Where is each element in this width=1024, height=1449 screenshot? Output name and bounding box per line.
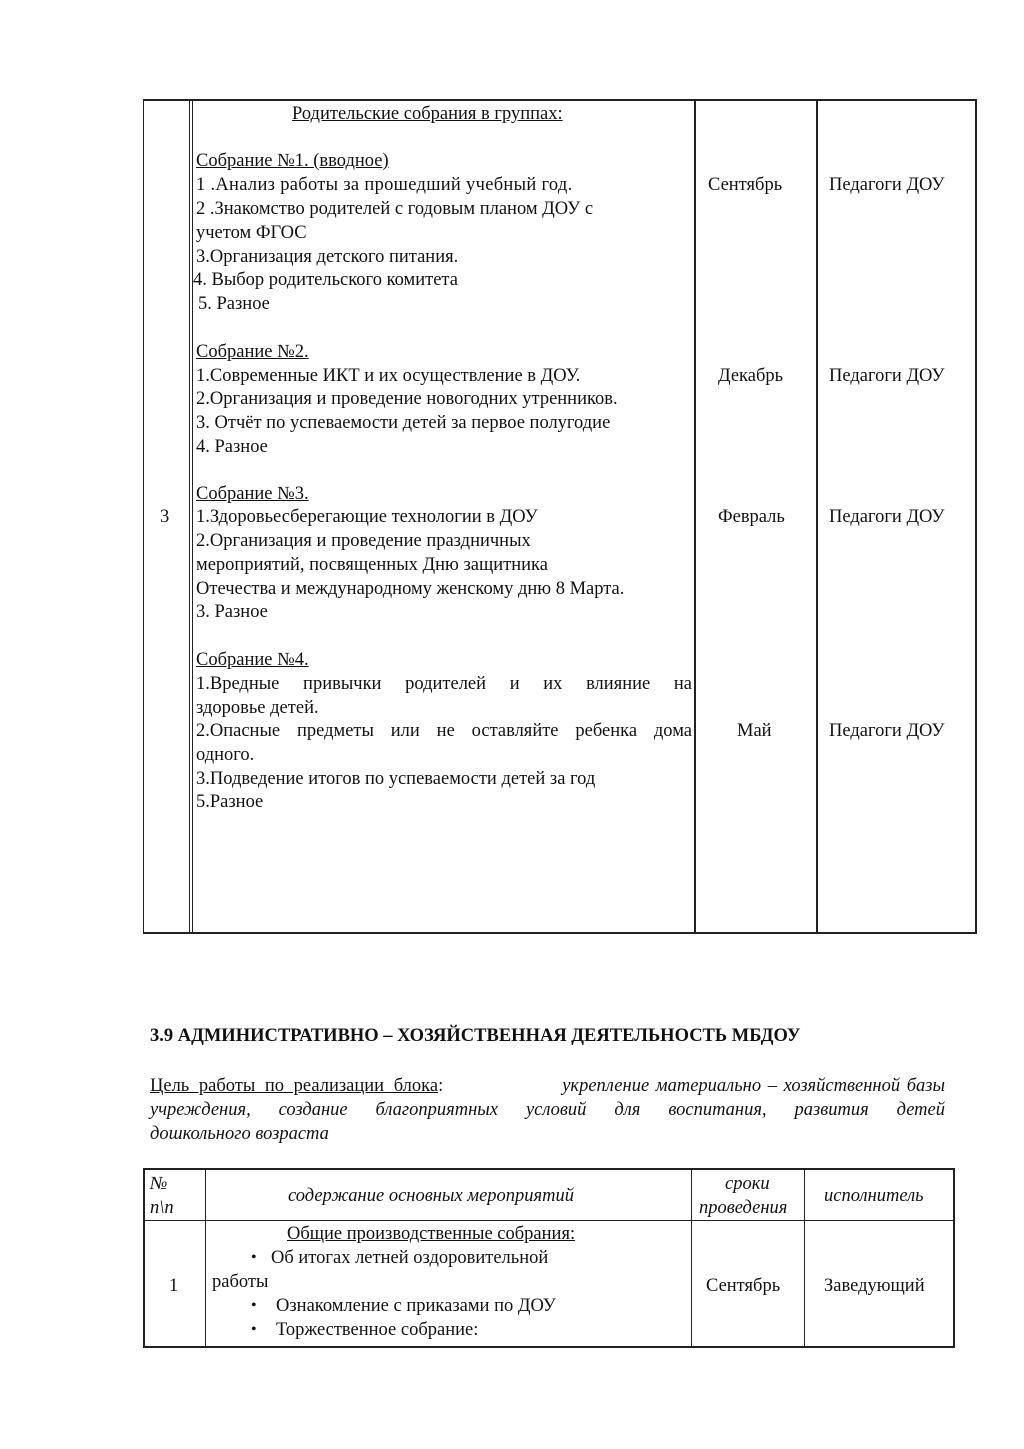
meeting4-line: 3.Подведение итогов по успеваемости детей за год (196, 769, 596, 789)
meeting4-date: Май (737, 721, 772, 741)
row1-item1: Об итогах летней оздоровительной (271, 1248, 549, 1268)
goal-colon: : (438, 1076, 444, 1096)
meeting2-responsible: Педагоги ДОУ (829, 366, 945, 386)
meeting4-responsible: Педагоги ДОУ (829, 721, 945, 741)
row1-title: Общие производственные собрания: (287, 1224, 576, 1244)
meeting1-line: 1 .Анализ работы за прошедший учебный год. (196, 175, 573, 195)
header-timing: сроки (725, 1174, 770, 1194)
meeting3-responsible: Педагоги ДОУ (829, 507, 945, 527)
table1-col3-border (816, 99, 818, 934)
bullet-icon: • (251, 1321, 257, 1338)
meeting1-line: учетом ФГОС (196, 223, 307, 243)
meeting4-line: здоровье детей. (196, 698, 319, 718)
bullet-icon: • (251, 1249, 257, 1266)
goal-first-line (150, 1074, 945, 1098)
meeting1-heading: Собрание №1. (вводное) (196, 151, 389, 171)
table1-right-border (975, 99, 977, 934)
table1-bottom-border (143, 932, 977, 934)
meeting1-line: 4. Выбор родительского комитета (193, 270, 458, 290)
table1-col1-border-b (192, 99, 193, 934)
meeting2-line: 4. Разное (196, 437, 268, 457)
header-content: содержание основных мероприятий (288, 1186, 575, 1206)
meeting3-heading: Собрание №3. (196, 484, 309, 504)
meeting4-line: одного. (196, 745, 255, 765)
table1-title: Родительские собрания в группах: (292, 104, 563, 124)
goal-text-line: учреждения, создание благоприятных условий для воспитания, развития детей (150, 1100, 945, 1120)
goal-text-line: дошкольного возраста (150, 1124, 329, 1144)
table2-header-border (143, 1220, 955, 1221)
meeting3-line: Отечества и международному женскому дню 8 Марта. (196, 579, 625, 599)
meeting3-line: 3. Разное (196, 602, 268, 622)
row1-number: 1 (169, 1276, 179, 1296)
meeting1-line: 2 .Знакомство родителей с годовым планом ДОУ с (196, 199, 594, 219)
table2-bottom-border (143, 1346, 955, 1348)
meeting1-line: 3.Организация детского питания. (196, 247, 459, 267)
header-timing: проведения (699, 1198, 788, 1218)
header-executor: исполнитель (824, 1186, 924, 1206)
table2-left-border (143, 1168, 145, 1348)
table2-col2-border (691, 1168, 692, 1348)
meeting4-line: 5.Разное (196, 792, 264, 812)
row1-date: Сентябрь (706, 1276, 781, 1296)
bullet-icon: • (251, 1297, 257, 1314)
meeting3-line: 2.Организация и проведение праздничных (196, 531, 531, 551)
row-number: 3 (160, 507, 170, 527)
goal-text-line: укрепление материально – хозяйственной базы (562, 1076, 945, 1096)
row1-item2: Ознакомление с приказами по ДОУ (276, 1296, 556, 1316)
meeting1-responsible: Педагоги ДОУ (829, 175, 945, 195)
row1-item1-cont: работы (212, 1272, 269, 1292)
meeting2-line: 1.Современные ИКТ и их осуществление в ДОУ. (196, 366, 581, 386)
meeting3-line: 1.Здоровьесберегающие технологии в ДОУ (196, 507, 538, 527)
table1-top-border (143, 99, 977, 101)
header-num: п\п (150, 1198, 174, 1218)
header-num: № (150, 1174, 168, 1194)
table1-col1-border-a (189, 99, 190, 934)
meeting3-date: Февраль (718, 507, 785, 527)
meeting2-date: Декабрь (718, 366, 784, 386)
meeting3-line: мероприятий, посвященных Дню защитника (196, 555, 548, 575)
table2-col1-border (205, 1168, 206, 1348)
meeting4-line: 1.Вредные привычки родителей и их влияние на (196, 674, 692, 694)
meeting1-date: Сентябрь (708, 175, 783, 195)
table1-left-border (143, 99, 144, 934)
meeting4-heading: Собрание №4. (196, 650, 309, 670)
table1-col2-border (694, 99, 696, 934)
section-heading: 3.9 АДМИНИСТРАТИВНО – ХОЗЯЙСТВЕННАЯ ДЕЯТЕЛЬНОСТЬ МБДОУ (150, 1026, 801, 1046)
meeting4-line: 2.Опасные предметы или не оставляйте ребенка дома (196, 721, 692, 741)
table2-right-border (953, 1168, 955, 1348)
meeting2-line: 3. Отчёт по успеваемости детей за первое полугодие (196, 413, 611, 433)
goal-label: Цель работы по реализации блока (150, 1076, 439, 1096)
meeting1-line: 5. Разное (198, 294, 270, 314)
row1-item3: Торжественное собрание: (276, 1320, 479, 1340)
table2-top-border (143, 1168, 955, 1170)
meeting2-line: 2.Организация и проведение новогодних утренников. (196, 389, 618, 409)
meeting2-heading: Собрание №2. (196, 342, 309, 362)
table2-col3-border (804, 1168, 805, 1348)
row1-executor: Заведующий (824, 1276, 925, 1296)
